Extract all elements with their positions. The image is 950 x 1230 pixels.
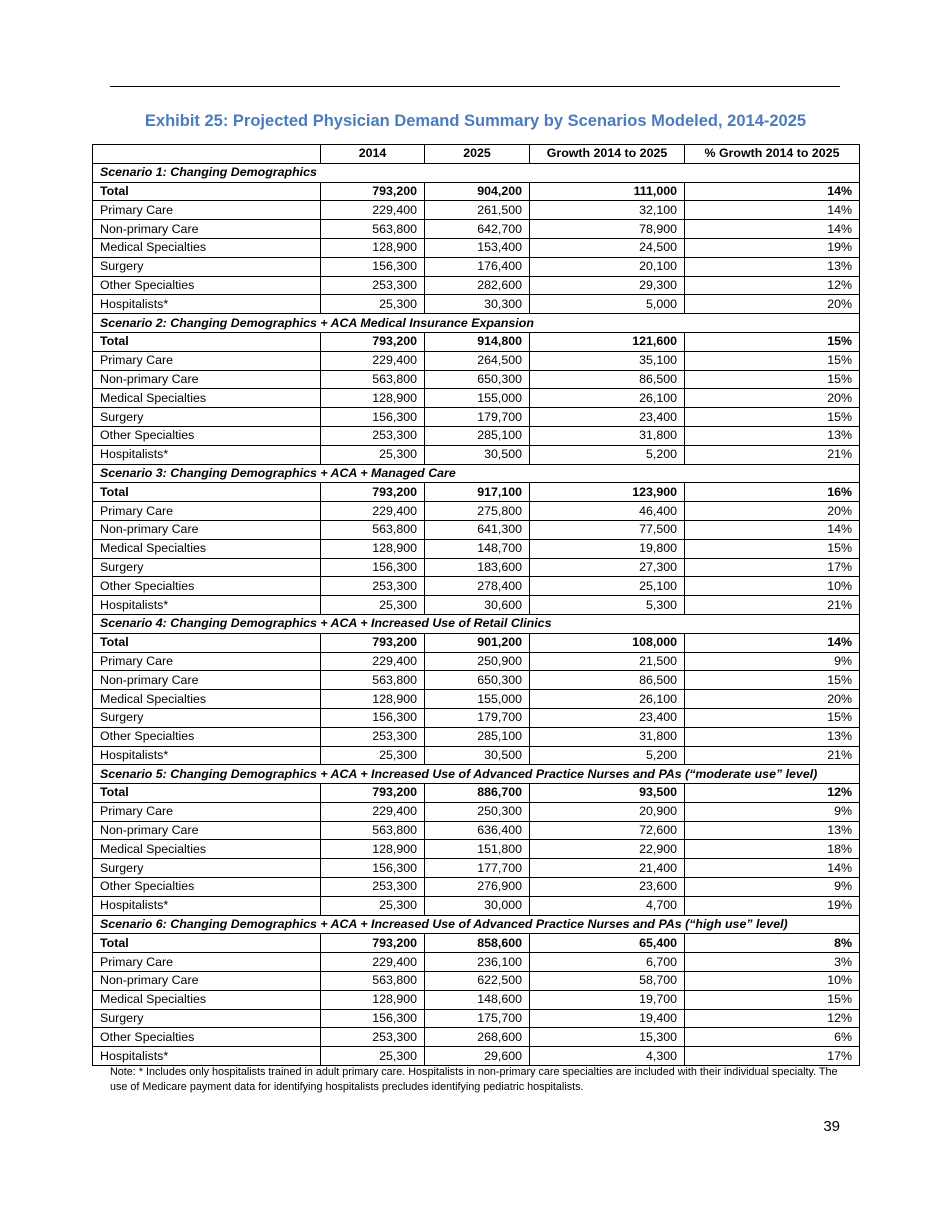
table-row <box>93 802 860 821</box>
table-body <box>93 163 860 1065</box>
table-row <box>93 370 860 389</box>
exhibit-title: Exhibit 25: Projected Physician Demand Summary by Scenarios Modeled, 2014-2025 <box>144 112 807 130</box>
value-pct-growth: 18% <box>685 840 860 859</box>
value-2025: 268,600 <box>425 1028 530 1047</box>
table-row <box>93 746 860 765</box>
value-growth: 21,400 <box>530 859 685 878</box>
scenario-row <box>93 614 860 633</box>
value-pct-growth: 9% <box>685 802 860 821</box>
scenario-title: Scenario 1: Changing Demographics <box>93 163 860 182</box>
row-label: Other Specialties <box>93 1028 321 1047</box>
value-2025: 29,600 <box>425 1047 530 1066</box>
row-label: Other Specialties <box>93 577 321 596</box>
value-2025: 917,100 <box>425 483 530 502</box>
value-growth: 93,500 <box>530 784 685 803</box>
value-growth: 86,500 <box>530 370 685 389</box>
value-2025: 636,400 <box>425 821 530 840</box>
row-label: Hospitalists* <box>93 896 321 915</box>
value-growth: 23,400 <box>530 408 685 427</box>
value-2014: 793,200 <box>321 633 425 652</box>
value-2014: 229,400 <box>321 652 425 671</box>
value-2025: 261,500 <box>425 201 530 220</box>
value-2025: 179,700 <box>425 408 530 427</box>
value-growth: 4,700 <box>530 896 685 915</box>
value-2025: 285,100 <box>425 727 530 746</box>
value-pct-growth: 14% <box>685 220 860 239</box>
value-2014: 563,800 <box>321 821 425 840</box>
value-growth: 58,700 <box>530 972 685 991</box>
value-pct-growth: 17% <box>685 1047 860 1066</box>
row-label: Surgery <box>93 1009 321 1028</box>
value-pct-growth: 15% <box>685 671 860 690</box>
table-row <box>93 633 860 652</box>
value-2025: 155,000 <box>425 690 530 709</box>
value-pct-growth: 14% <box>685 859 860 878</box>
value-2025: 275,800 <box>425 502 530 521</box>
value-pct-growth: 12% <box>685 276 860 295</box>
row-label: Primary Care <box>93 502 321 521</box>
value-2025: 176,400 <box>425 257 530 276</box>
table-row <box>93 690 860 709</box>
value-2025: 151,800 <box>425 840 530 859</box>
value-2025: 285,100 <box>425 426 530 445</box>
table-row <box>93 896 860 915</box>
value-growth: 24,500 <box>530 238 685 257</box>
value-2025: 904,200 <box>425 182 530 201</box>
row-label: Surgery <box>93 708 321 727</box>
scenario-row <box>93 163 860 182</box>
row-label: Non-primary Care <box>93 671 321 690</box>
value-2014: 563,800 <box>321 220 425 239</box>
value-growth: 19,800 <box>530 539 685 558</box>
table-row <box>93 502 860 521</box>
value-pct-growth: 17% <box>685 558 860 577</box>
row-label: Other Specialties <box>93 727 321 746</box>
value-growth: 21,500 <box>530 652 685 671</box>
row-label: Primary Care <box>93 201 321 220</box>
row-label: Hospitalists* <box>93 596 321 615</box>
value-pct-growth: 15% <box>685 539 860 558</box>
value-2025: 183,600 <box>425 558 530 577</box>
row-label: Total <box>93 934 321 953</box>
row-label: Medical Specialties <box>93 389 321 408</box>
row-label: Hospitalists* <box>93 295 321 314</box>
value-growth: 5,200 <box>530 746 685 765</box>
value-2025: 642,700 <box>425 220 530 239</box>
value-2014: 793,200 <box>321 182 425 201</box>
value-2014: 229,400 <box>321 502 425 521</box>
table-row <box>93 990 860 1009</box>
value-2014: 25,300 <box>321 295 425 314</box>
value-2025: 650,300 <box>425 370 530 389</box>
value-2014: 25,300 <box>321 1047 425 1066</box>
value-2025: 153,400 <box>425 238 530 257</box>
value-pct-growth: 21% <box>685 746 860 765</box>
table-row <box>93 577 860 596</box>
row-label: Non-primary Care <box>93 972 321 991</box>
row-label: Total <box>93 483 321 502</box>
value-pct-growth: 20% <box>685 389 860 408</box>
value-2014: 156,300 <box>321 708 425 727</box>
value-growth: 5,000 <box>530 295 685 314</box>
value-growth: 26,100 <box>530 389 685 408</box>
table-row <box>93 351 860 370</box>
value-pct-growth: 20% <box>685 690 860 709</box>
row-label: Non-primary Care <box>93 370 321 389</box>
row-label: Hospitalists* <box>93 445 321 464</box>
value-2025: 250,300 <box>425 802 530 821</box>
value-growth: 5,200 <box>530 445 685 464</box>
value-2014: 128,900 <box>321 539 425 558</box>
value-pct-growth: 12% <box>685 1009 860 1028</box>
value-pct-growth: 15% <box>685 370 860 389</box>
value-2025: 236,100 <box>425 953 530 972</box>
value-pct-growth: 6% <box>685 1028 860 1047</box>
value-growth: 4,300 <box>530 1047 685 1066</box>
value-growth: 27,300 <box>530 558 685 577</box>
header-cell-2025: 2025 <box>425 145 530 164</box>
value-2014: 229,400 <box>321 953 425 972</box>
header-rule <box>110 86 840 87</box>
value-2025: 30,500 <box>425 746 530 765</box>
value-2014: 563,800 <box>321 671 425 690</box>
value-2014: 128,900 <box>321 990 425 1009</box>
value-2014: 793,200 <box>321 934 425 953</box>
value-pct-growth: 21% <box>685 596 860 615</box>
row-label: Primary Care <box>93 351 321 370</box>
value-growth: 29,300 <box>530 276 685 295</box>
value-2014: 563,800 <box>321 520 425 539</box>
value-growth: 65,400 <box>530 934 685 953</box>
row-label: Medical Specialties <box>93 840 321 859</box>
row-label: Total <box>93 633 321 652</box>
value-pct-growth: 3% <box>685 953 860 972</box>
value-growth: 19,700 <box>530 990 685 1009</box>
table-row <box>93 276 860 295</box>
table-row <box>93 483 860 502</box>
value-pct-growth: 13% <box>685 727 860 746</box>
value-2025: 30,500 <box>425 445 530 464</box>
value-pct-growth: 9% <box>685 652 860 671</box>
table-row <box>93 972 860 991</box>
table-row <box>93 859 860 878</box>
row-label: Primary Care <box>93 652 321 671</box>
table-row <box>93 257 860 276</box>
value-growth: 77,500 <box>530 520 685 539</box>
row-label: Medical Specialties <box>93 990 321 1009</box>
value-pct-growth: 19% <box>685 238 860 257</box>
value-growth: 5,300 <box>530 596 685 615</box>
row-label: Medical Specialties <box>93 690 321 709</box>
table-row <box>93 878 860 897</box>
value-2014: 128,900 <box>321 389 425 408</box>
table-row <box>93 784 860 803</box>
value-2014: 128,900 <box>321 238 425 257</box>
value-growth: 26,100 <box>530 690 685 709</box>
table-row <box>93 596 860 615</box>
value-growth: 46,400 <box>530 502 685 521</box>
table-row <box>93 652 860 671</box>
table-row <box>93 558 860 577</box>
row-label: Total <box>93 332 321 351</box>
value-growth: 20,900 <box>530 802 685 821</box>
table-row <box>93 671 860 690</box>
table-row <box>93 295 860 314</box>
scenario-title: Scenario 6: Changing Demographics + ACA + Increased Use of Advanced Practice Nurses and PAs (“high use” level) <box>93 915 860 934</box>
value-2025: 250,900 <box>425 652 530 671</box>
table-row <box>93 1028 860 1047</box>
table-note: Note: * Includes only hospitalists trained in adult primary care. Hospitalists in non-primary care specialties are included with their individual specialty. The use of Medicare payment data for identifying hospitalists precludes identifying pediatric hospitalists. <box>110 1066 838 1093</box>
value-growth: 22,900 <box>530 840 685 859</box>
row-label: Primary Care <box>93 802 321 821</box>
table-row <box>93 1047 860 1066</box>
row-label: Primary Care <box>93 953 321 972</box>
value-2014: 793,200 <box>321 483 425 502</box>
value-2014: 25,300 <box>321 746 425 765</box>
value-2014: 25,300 <box>321 445 425 464</box>
value-growth: 23,400 <box>530 708 685 727</box>
value-growth: 86,500 <box>530 671 685 690</box>
table-row <box>93 934 860 953</box>
table-row <box>93 238 860 257</box>
table-row <box>93 220 860 239</box>
value-2025: 914,800 <box>425 332 530 351</box>
value-2014: 25,300 <box>321 596 425 615</box>
value-pct-growth: 15% <box>685 351 860 370</box>
value-2014: 156,300 <box>321 408 425 427</box>
value-growth: 15,300 <box>530 1028 685 1047</box>
table-row <box>93 840 860 859</box>
value-2014: 25,300 <box>321 896 425 915</box>
value-2025: 175,700 <box>425 1009 530 1028</box>
header-cell-label <box>93 145 321 164</box>
value-growth: 78,900 <box>530 220 685 239</box>
value-2025: 276,900 <box>425 878 530 897</box>
value-2025: 264,500 <box>425 351 530 370</box>
row-label: Non-primary Care <box>93 220 321 239</box>
value-growth: 123,900 <box>530 483 685 502</box>
header-cell-pct-growth: % Growth 2014 to 2025 <box>685 145 860 164</box>
value-2014: 229,400 <box>321 802 425 821</box>
value-pct-growth: 9% <box>685 878 860 897</box>
row-label: Hospitalists* <box>93 1047 321 1066</box>
row-label: Hospitalists* <box>93 746 321 765</box>
value-2025: 177,700 <box>425 859 530 878</box>
value-pct-growth: 15% <box>685 408 860 427</box>
row-label: Total <box>93 784 321 803</box>
value-pct-growth: 10% <box>685 972 860 991</box>
value-2014: 156,300 <box>321 859 425 878</box>
value-pct-growth: 15% <box>685 990 860 1009</box>
value-pct-growth: 12% <box>685 784 860 803</box>
table-row <box>93 408 860 427</box>
value-2014: 156,300 <box>321 1009 425 1028</box>
value-2014: 253,300 <box>321 426 425 445</box>
page-number: 39 <box>823 1118 840 1135</box>
value-pct-growth: 19% <box>685 896 860 915</box>
value-2014: 563,800 <box>321 370 425 389</box>
table-row <box>93 201 860 220</box>
value-2025: 148,600 <box>425 990 530 1009</box>
row-label: Total <box>93 182 321 201</box>
value-growth: 25,100 <box>530 577 685 596</box>
value-pct-growth: 14% <box>685 182 860 201</box>
row-label: Other Specialties <box>93 276 321 295</box>
scenario-row <box>93 765 860 784</box>
value-2025: 282,600 <box>425 276 530 295</box>
scenario-title: Scenario 3: Changing Demographics + ACA + Managed Care <box>93 464 860 483</box>
value-growth: 111,000 <box>530 182 685 201</box>
value-2025: 886,700 <box>425 784 530 803</box>
row-label: Other Specialties <box>93 878 321 897</box>
value-pct-growth: 14% <box>685 201 860 220</box>
scenario-row <box>93 464 860 483</box>
table-row <box>93 1009 860 1028</box>
table-row <box>93 727 860 746</box>
scenario-row <box>93 915 860 934</box>
table-row <box>93 708 860 727</box>
value-2014: 253,300 <box>321 1028 425 1047</box>
table-row <box>93 426 860 445</box>
value-pct-growth: 20% <box>685 502 860 521</box>
row-label: Surgery <box>93 859 321 878</box>
value-growth: 31,800 <box>530 426 685 445</box>
value-pct-growth: 13% <box>685 821 860 840</box>
value-growth: 108,000 <box>530 633 685 652</box>
value-2025: 148,700 <box>425 539 530 558</box>
table-header-row <box>93 145 860 164</box>
scenario-title: Scenario 5: Changing Demographics + ACA + Increased Use of Advanced Practice Nurses and PAs (“moderate use” level) <box>93 765 860 784</box>
value-2014: 253,300 <box>321 577 425 596</box>
value-growth: 23,600 <box>530 878 685 897</box>
value-pct-growth: 14% <box>685 520 860 539</box>
value-pct-growth: 10% <box>685 577 860 596</box>
row-label: Medical Specialties <box>93 539 321 558</box>
row-label: Surgery <box>93 558 321 577</box>
header-cell-growth: Growth 2014 to 2025 <box>530 145 685 164</box>
value-2025: 155,000 <box>425 389 530 408</box>
value-2014: 128,900 <box>321 840 425 859</box>
physician-demand-table <box>92 144 860 1066</box>
value-growth: 31,800 <box>530 727 685 746</box>
table-row <box>93 520 860 539</box>
table-row <box>93 182 860 201</box>
value-pct-growth: 15% <box>685 708 860 727</box>
table-row <box>93 953 860 972</box>
value-2025: 30,300 <box>425 295 530 314</box>
value-2014: 229,400 <box>321 201 425 220</box>
value-growth: 72,600 <box>530 821 685 840</box>
table-row <box>93 445 860 464</box>
value-growth: 35,100 <box>530 351 685 370</box>
value-2014: 253,300 <box>321 727 425 746</box>
value-2014: 128,900 <box>321 690 425 709</box>
header-cell-2014: 2014 <box>321 145 425 164</box>
row-label: Non-primary Care <box>93 520 321 539</box>
value-pct-growth: 15% <box>685 332 860 351</box>
value-2025: 30,000 <box>425 896 530 915</box>
value-2025: 622,500 <box>425 972 530 991</box>
value-pct-growth: 14% <box>685 633 860 652</box>
value-growth: 121,600 <box>530 332 685 351</box>
value-pct-growth: 8% <box>685 934 860 953</box>
value-2014: 156,300 <box>321 257 425 276</box>
row-label: Medical Specialties <box>93 238 321 257</box>
scenario-title: Scenario 2: Changing Demographics + ACA Medical Insurance Expansion <box>93 314 860 333</box>
value-2025: 901,200 <box>425 633 530 652</box>
value-growth: 19,400 <box>530 1009 685 1028</box>
scenario-title: Scenario 4: Changing Demographics + ACA + Increased Use of Retail Clinics <box>93 614 860 633</box>
value-pct-growth: 13% <box>685 257 860 276</box>
value-2014: 229,400 <box>321 351 425 370</box>
value-growth: 6,700 <box>530 953 685 972</box>
table-row <box>93 389 860 408</box>
value-pct-growth: 16% <box>685 483 860 502</box>
value-2014: 563,800 <box>321 972 425 991</box>
value-pct-growth: 20% <box>685 295 860 314</box>
value-2025: 858,600 <box>425 934 530 953</box>
row-label: Other Specialties <box>93 426 321 445</box>
table-row <box>93 821 860 840</box>
value-growth: 20,100 <box>530 257 685 276</box>
value-2025: 641,300 <box>425 520 530 539</box>
value-2014: 793,200 <box>321 784 425 803</box>
value-pct-growth: 13% <box>685 426 860 445</box>
value-growth: 32,100 <box>530 201 685 220</box>
scenario-row <box>93 314 860 333</box>
value-2025: 650,300 <box>425 671 530 690</box>
row-label: Surgery <box>93 408 321 427</box>
value-pct-growth: 21% <box>685 445 860 464</box>
table-row <box>93 539 860 558</box>
value-2014: 253,300 <box>321 276 425 295</box>
table-row <box>93 332 860 351</box>
row-label: Surgery <box>93 257 321 276</box>
value-2014: 253,300 <box>321 878 425 897</box>
value-2025: 278,400 <box>425 577 530 596</box>
value-2025: 30,600 <box>425 596 530 615</box>
value-2014: 793,200 <box>321 332 425 351</box>
value-2014: 156,300 <box>321 558 425 577</box>
value-2025: 179,700 <box>425 708 530 727</box>
row-label: Non-primary Care <box>93 821 321 840</box>
